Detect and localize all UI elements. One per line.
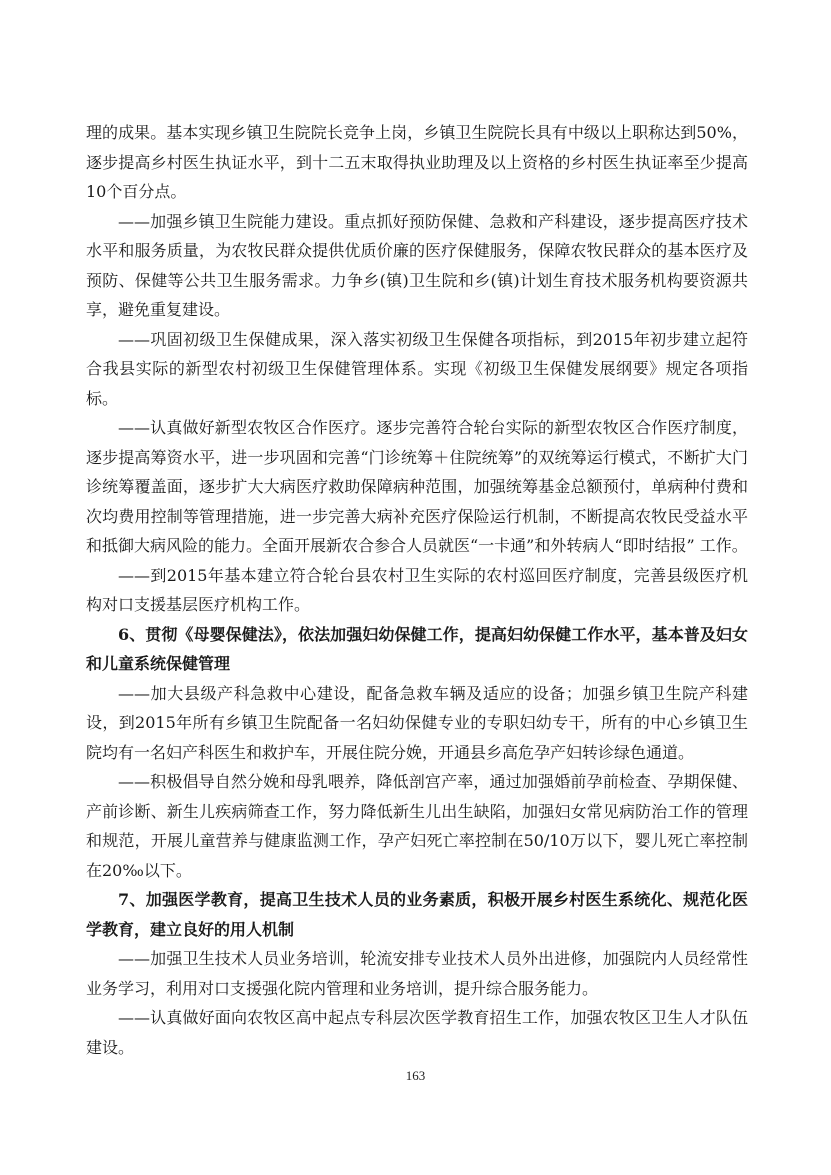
paragraph-township-hospital-capacity: ——加强乡镇卫生院能力建设。重点抓好预防保健、急救和产科建设，逐步提高医疗技术水平和服务质量，为农牧民群众提供优质价廉的医疗保健服务，保障农牧民群众的基本医疗及预防、保健等公共卫生服务需求。力争乡(镇)卫生院和乡(镇)计划生育技术服务机构要资源共享，避免重复建设。 (86, 211, 748, 319)
section-heading-6: 6、贯彻《母婴保健法》，依法加强妇幼保健工作，提高妇幼保健工作水平，基本普及妇女和儿童系统保健管理 (86, 624, 748, 673)
paragraph-medical-education: ——认真做好面向农牧区高中起点专科层次医学教育招生工作，加强农牧区卫生人才队伍建设。 (86, 1008, 748, 1057)
page-number: 163 (405, 1068, 426, 1083)
paragraph-cooperative-medical: ——认真做好新型农牧区合作医疗。逐步完善符合轮台实际的新型农牧区合作医疗制度，逐步提高筹资水平，进一步巩固和完善“门诊统筹＋住院统筹”的双统筹运行模式，不断扩大门诊统筹覆盖面，逐步扩大大病医疗救助保障病种范围，加强统筹基金总额预付，单病种付费和次均费用控制等管理措施，进一步完善大病补充医疗保险运行机制，不断提高农牧民受益水平和抵御大病风险的能力。全面开展新农合参合人员就医“一卡通”和外转病人“即时结报” 工作。 (86, 418, 748, 555)
body-text (86, 118, 748, 1062)
paragraph-natural-birth: ——积极倡导自然分娩和母乳喂养，降低剖宫产率，通过加强婚前孕前检查、孕期保健、产前诊断、新生儿疾病筛查工作，努力降低新生儿出生缺陷，加强妇女常见病防治工作的管理和规范，开展儿童营养与健康监测工作，孕产妇死亡率控制在50/10万以下，婴儿死亡率控制在20‰以下。 (86, 772, 748, 880)
paragraph-mobile-medical: ——到2015年基本建立符合轮台县农村卫生实际的农村巡回医疗制度，完善县级医疗机构对口支援基层医疗机构工作。 (86, 565, 748, 614)
paragraph-obstetric-emergency: ——加大县级产科急救中心建设，配备急救车辆及适应的设备；加强乡镇卫生院产科建设，到2015年所有乡镇卫生院配备一名妇幼保健专业的专职妇幼专干，所有的中心乡镇卫生院均有一名妇产科医生和救护车，开展住院分娩，开通县乡高危孕产妇转诊绿色通道。 (86, 683, 748, 762)
section-heading-7: 7、加强医学教育，提高卫生技术人员的业务素质，积极开展乡村医生系统化、规范化医学教育，建立良好的用人机制 (86, 890, 748, 939)
paragraph-continuation: 理的成果。基本实现乡镇卫生院院长竞争上岗，乡镇卫生院院长具有中级以上职称达到50%，逐步提高乡村医生执证水平，到十二五末取得执业助理及以上资格的乡村医生执证率至少提高10个百分点。 (86, 123, 748, 201)
paragraph-primary-health-care: ——巩固初级卫生保健成果，深入落实初级卫生保健各项指标，到2015年初步建立起符合我县实际的新型农村初级卫生保健管理体系。实现《初级卫生保健发展纲要》规定各项指标。 (86, 329, 748, 408)
paragraph-staff-training: ——加强卫生技术人员业务培训，轮流安排专业技术人员外出进修，加强院内人员经常性业务学习，利用对口支援强化院内管理和业务培训，提升综合服务能力。 (86, 949, 748, 998)
